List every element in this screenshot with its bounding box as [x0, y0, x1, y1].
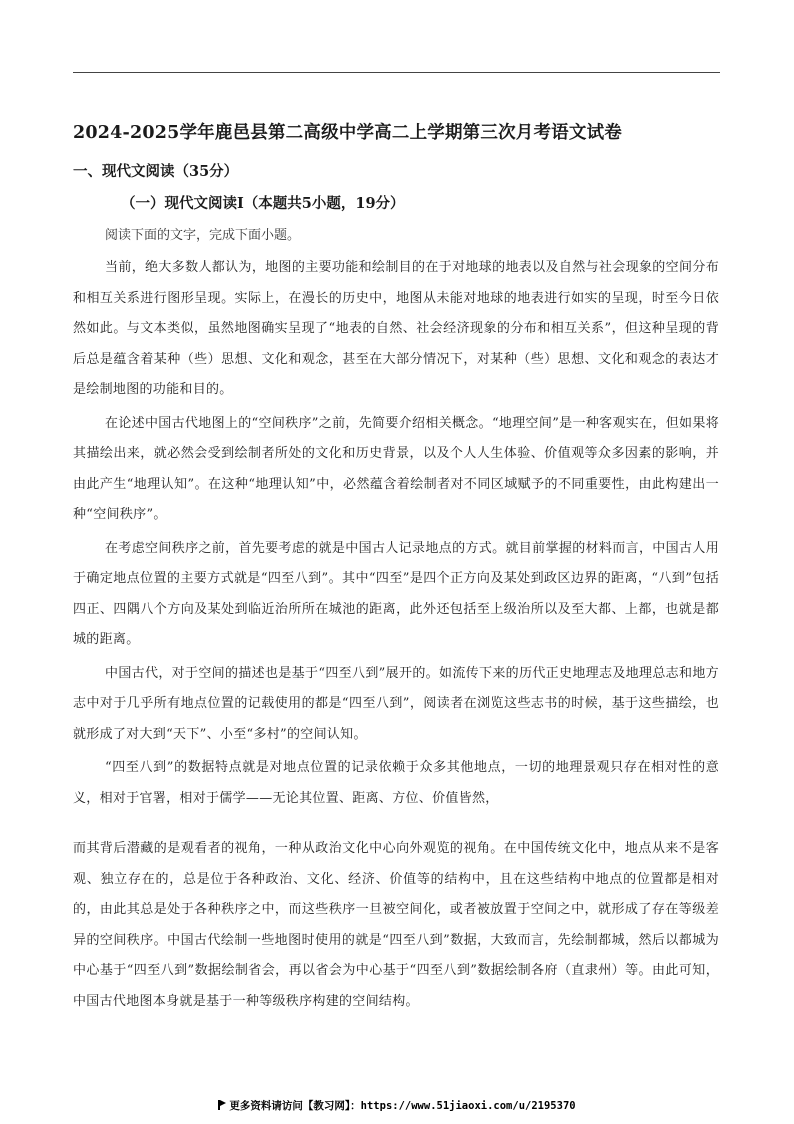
footer	[0, 1098, 794, 1114]
header-rule	[73, 72, 720, 73]
reading-instruction: 阅读下面的文字，完成下面小题。	[105, 228, 301, 243]
passage-paragraph-1: 当前，绝大多数人都认为，地图的主要功能和绘制目的在于对地球的地表以及自然与社会现象的空间分布和相互关系进行图形呈现。实际上，在漫长的历史中，地图从未能对地球的地表进行如实的呈现，时至今日依然如此。与文本类似，虽然地图确实呈现了“地表的自然、社会经济现象的分布和相互关系”，但这种呈现的背后总是蕴含着某种（些）思想、文化和观念，甚至在大部分情况下，对某种（些）思想、文化和观念的表达才是绘制地图的功能和目的。	[73, 260, 719, 397]
passage-paragraph-continued: 而其背后潜藏的是观看者的视角，一种从政治文化中心向外观览的视角。在中国传统文化中，地点从来不是客观、独立存在的，总是位于各种政治、文化、经济、价值等的结构中，且在这些结构中地点的位置都是相对的，由此其总是处于各种秩序之中，而这些秩序一旦被空间化，或者被放置于空间之中，就形成了存在等级差异的空间秩序。中国古代绘制一些地图时使用的就是“四至八到”数据，大致而言，先绘制都城，然后以都城为中心基于“四至八到”数据绘制省会，再以省会为中心基于“四至八到”数据绘制各府（直隶州）等。由此可知，中国古代地图本身就是基于一种等级秩序构建的空间结构。	[73, 841, 719, 1009]
passage-bottom	[73, 834, 719, 1017]
passage-paragraph-2: 在论述中国古代地图上的“空间秩序”之前，先简要介绍相关概念。“地理空间”是一种客观实在，但如果将其描绘出来，就必然会受到绘制者所处的文化和历史背景，以及个人人生体验、价值观等众多因素的影响，并由此产生“地理认知”。在这种“地理认知”中，必然蕴含着绘制者对不同区域赋予的不同重要性，由此构建出一种“空间秩序”。	[73, 415, 719, 522]
flag-icon	[218, 1100, 226, 1110]
passage-paragraph-4: 中国古代，对于空间的描述也是基于“四至八到”展开的。如流传下来的历代正史地理志及地理总志和地方志中对于几乎所有地点位置的记载使用的都是“四至八到”，阅读者在浏览这些志书的时候，基于这些描绘，也就形成了对大到“天下”、小至“多村”的空间认知。	[73, 665, 719, 742]
passage-paragraph-5: “四至八到”的数据特点就是对地点位置的记录依赖于众多其他地点，一切的地理景观只存在相对性的意义，相对于官署，相对于儒学——无论其位置、距离、方位、价值皆然，	[73, 760, 719, 806]
passage-paragraph-3: 在考虑空间秩序之前，首先要考虑的就是中国古人记录地点的方式。就目前掌握的材料而言，中国古人用于确定地点位置的主要方式就是“四至八到”。其中“四至”是四个正方向及某处到政区边界的距离，“八到”包括四正、四隅八个方向及某处到临近治所所在城池的距离，此外还包括至上级治所以及至大都、上都，也就是都城的距离。	[73, 540, 719, 647]
passage-top	[73, 253, 719, 814]
sub-heading: （一）现代文阅读Ⅰ（本题共5小题，19分）	[121, 195, 405, 212]
exam-title: 2024-2025学年鹿邑县第二高级中学高二上学期第三次月考语文试卷	[73, 123, 622, 143]
section-heading: 一、现代文阅读（35分）	[73, 163, 239, 180]
footer-link-text[interactable]: 更多资料请访问【教习网】：https://www.51jiaoxi.com/u/2195370	[229, 1100, 576, 1112]
